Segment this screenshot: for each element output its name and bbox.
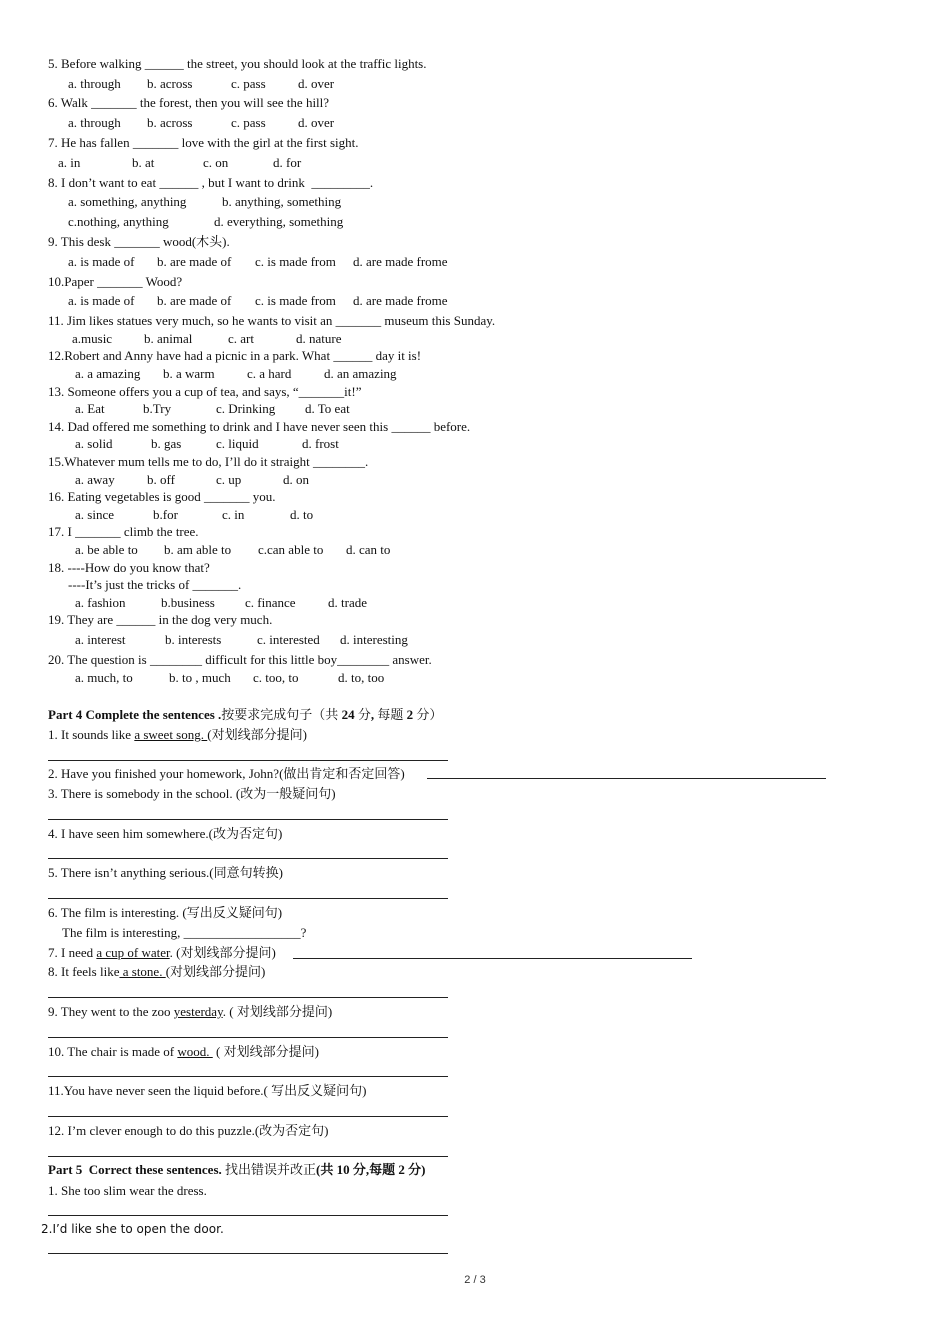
option: b. off — [147, 472, 175, 487]
p4-item-3 — [48, 786, 336, 802]
answer-line — [48, 997, 448, 998]
option: a.music — [72, 331, 113, 346]
option: d. are made frome — [353, 254, 448, 269]
part4-title-en: Part 4 Complete the sentences . — [48, 707, 222, 722]
option: d. to — [290, 507, 314, 522]
underlined-text: a stone. — [119, 964, 166, 979]
option: d. over — [298, 115, 335, 130]
answer-line — [48, 1253, 448, 1254]
answer-line — [48, 1037, 448, 1038]
option: a. much, to — [75, 670, 133, 685]
question-19: 19. They are ______ in the dog very much. — [48, 612, 273, 627]
option: c. a hard — [247, 366, 292, 381]
item-text: 11.You have never seen the liquid before.( 写出反义疑问句) — [48, 1083, 367, 1098]
question-12: 12.Robert and Anny have had a picnic in a park. What ______ day it is! — [48, 348, 422, 363]
option: c. liquid — [216, 436, 259, 451]
item-text: 10. The chair is made of — [48, 1044, 178, 1059]
option: a. be able to — [75, 542, 138, 557]
option: b. at — [132, 155, 155, 170]
part5-title-cn: 找出错误并改正 — [225, 1162, 317, 1177]
p4-item-8 — [48, 964, 265, 980]
item-instruction: ( 对划线部分提问) — [212, 1044, 319, 1059]
item-text: 4. I have seen him somewhere.(改为否定句) — [48, 826, 283, 841]
part4-points: 24 — [341, 707, 355, 722]
question-8: 8. I don’t want to eat ______ , but I want to drink _________. — [48, 175, 374, 190]
question-11: 11. Jim likes statues very much, so he wants to visit an _______ museum this Sunday. — [48, 313, 496, 328]
option: a. Eat — [75, 401, 105, 416]
part5-title-en: Part 5 Correct these sentences. — [48, 1162, 225, 1177]
question-18: 18. ----How do you know that? — [48, 560, 210, 575]
option: c. interested — [257, 632, 320, 647]
option: d. interesting — [340, 632, 408, 647]
answer-line — [48, 760, 448, 761]
option: a. is made of — [68, 254, 135, 269]
question-10: 10.Paper _______ Wood? — [48, 274, 183, 289]
option: a. something, anything — [68, 194, 187, 209]
option: d. trade — [328, 595, 367, 610]
option: d. frost — [302, 436, 339, 451]
question-17: 17. I _______ climb the tree. — [48, 524, 199, 539]
answer-line — [48, 858, 448, 859]
p4-item-1 — [48, 727, 307, 743]
p4-item-6-answer — [62, 925, 306, 941]
item-instruction: . ( 对划线部分提问) — [222, 1004, 333, 1019]
option: c. up — [216, 472, 242, 487]
option: c. on — [203, 155, 229, 170]
part5-points: (共 10 分,每题 2 分) — [316, 1162, 426, 1177]
answer-line — [48, 1156, 448, 1157]
answer-line — [48, 1215, 448, 1216]
item-text: The film is interesting, __________________? — [62, 925, 307, 940]
item-text: 8. It feels like — [48, 964, 120, 979]
option: a. away — [75, 472, 115, 487]
part4-each-points: 2 — [406, 707, 414, 722]
item-text: 2. Have you finished your homework, John?(做出肯定和否定回答) — [48, 766, 412, 781]
part4-title-cn: 分 — [354, 707, 371, 722]
option: b. across — [147, 76, 193, 91]
option: d. for — [273, 155, 302, 170]
option: a. fashion — [75, 595, 126, 610]
p4-item-6 — [48, 905, 282, 921]
answer-line — [427, 778, 826, 779]
underlined-text: a cup of water — [96, 945, 170, 960]
part4-title-cn: 按要求完成句子（共 — [221, 707, 342, 722]
option: d. an amazing — [324, 366, 397, 381]
option: d. over — [298, 76, 335, 91]
option: a. in — [58, 155, 81, 170]
option: c. is made from — [255, 293, 336, 308]
question-18-line2: ----It’s just the tricks of _______. — [68, 577, 242, 592]
answer-line — [48, 1076, 448, 1077]
item-instruction: (对划线部分提问) — [207, 727, 307, 742]
option: a. a amazing — [75, 366, 141, 381]
p4-item-4 — [48, 826, 282, 842]
option: c. in — [222, 507, 245, 522]
item-instruction: (对划线部分提问) — [165, 964, 266, 979]
option: d. on — [283, 472, 309, 487]
question-13: 13. Someone offers you a cup of tea, and says, “_______it!” — [48, 384, 362, 399]
option: b. interests — [165, 632, 222, 647]
option: d. nature — [296, 331, 342, 346]
p4-item-9 — [48, 1004, 332, 1020]
underlined-text: yesterday — [173, 1004, 223, 1019]
item-text: 9. They went to the zoo — [48, 1004, 174, 1019]
item-text: 7. I need — [48, 945, 97, 960]
option: b. to , much — [169, 670, 231, 685]
question-16: 16. Eating vegetables is good _______ you. — [48, 489, 276, 504]
question-5: 5. Before walking ______ the street, you should look at the traffic lights. — [48, 56, 427, 71]
option: b. animal — [144, 331, 193, 346]
answer-line — [293, 958, 692, 959]
question-7: 7. He has fallen _______ love with the girl at the first sight. — [48, 135, 359, 150]
p4-item-5 — [48, 865, 283, 881]
option: c. is made from — [255, 254, 336, 269]
question-15: 15.Whatever mum tells me to do, I’ll do it straight ________. — [48, 454, 369, 469]
p4-item-2 — [48, 766, 411, 782]
option: d. To eat — [305, 401, 350, 416]
question-9: 9. This desk _______ wood(木头). — [48, 234, 230, 249]
option: b. a warm — [163, 366, 215, 381]
option: a. solid — [75, 436, 113, 451]
option: a. since — [75, 507, 114, 522]
item-text: 6. The film is interesting. (写出反义疑问句) — [48, 905, 283, 920]
answer-line — [48, 898, 448, 899]
option: c. art — [228, 331, 254, 346]
option: a. interest — [75, 632, 126, 647]
p5-item-2: 2.I’d like she to open the door. — [41, 1222, 224, 1236]
answer-line — [48, 1116, 448, 1117]
item-text: 5. There isn’t anything serious.(同意句转换) — [48, 865, 283, 880]
option: b. are made of — [157, 293, 232, 308]
option: c. pass — [231, 76, 266, 91]
option: b.business — [161, 595, 215, 610]
question-20: 20. The question is ________ difficult for this little boy________ answer. — [48, 652, 432, 667]
option: b. am able to — [164, 542, 232, 557]
part4-title-sep: , — [370, 707, 378, 722]
question-14: 14. Dad offered me something to drink and I have never seen this ______ before. — [48, 419, 471, 434]
option: c. pass — [231, 115, 266, 130]
part5-title — [48, 1162, 425, 1178]
option: a. is made of — [68, 293, 135, 308]
option: b.for — [153, 507, 178, 522]
option: d. everything, something — [214, 214, 344, 229]
question-6: 6. Walk _______ the forest, then you will see the hill? — [48, 95, 330, 110]
option: d. to, too — [338, 670, 385, 685]
option: b. are made of — [157, 254, 232, 269]
option: b. gas — [151, 436, 182, 451]
page-number: 2 / 3 — [464, 1274, 486, 1286]
part4-title — [48, 707, 442, 723]
p5-item-1: 1. She too slim wear the dress. — [48, 1183, 207, 1198]
option: d. can to — [346, 542, 391, 557]
item-text: 12. I’m clever enough to do this puzzle.(改为否定句) — [48, 1123, 329, 1138]
option: c. finance — [245, 595, 296, 610]
option: a. through — [68, 76, 121, 91]
option: b. anything, something — [222, 194, 342, 209]
answer-line — [48, 819, 448, 820]
p4-item-12 — [48, 1123, 329, 1139]
item-text: 3. There is somebody in the school. (改为一般疑问句) — [48, 786, 336, 801]
option: b.Try — [143, 401, 172, 416]
p4-item-11 — [48, 1083, 366, 1099]
option: d. are made frome — [353, 293, 448, 308]
item-text: 1. It sounds like — [48, 727, 135, 742]
item-instruction: . (对划线部分提问) — [169, 945, 283, 960]
p4-item-7 — [48, 945, 282, 961]
option: b. across — [147, 115, 193, 130]
option: c. Drinking — [216, 401, 276, 416]
underlined-text: wood. — [177, 1044, 213, 1059]
underlined-text: a sweet song. — [134, 727, 208, 742]
option: c. too, to — [253, 670, 299, 685]
part4-title-cn: 每题 — [377, 707, 407, 722]
option: c.can able to — [258, 542, 324, 557]
option: a. through — [68, 115, 121, 130]
p4-item-10 — [48, 1044, 319, 1060]
part4-title-cn: 分） — [413, 707, 443, 722]
option: c.nothing, anything — [68, 214, 169, 229]
